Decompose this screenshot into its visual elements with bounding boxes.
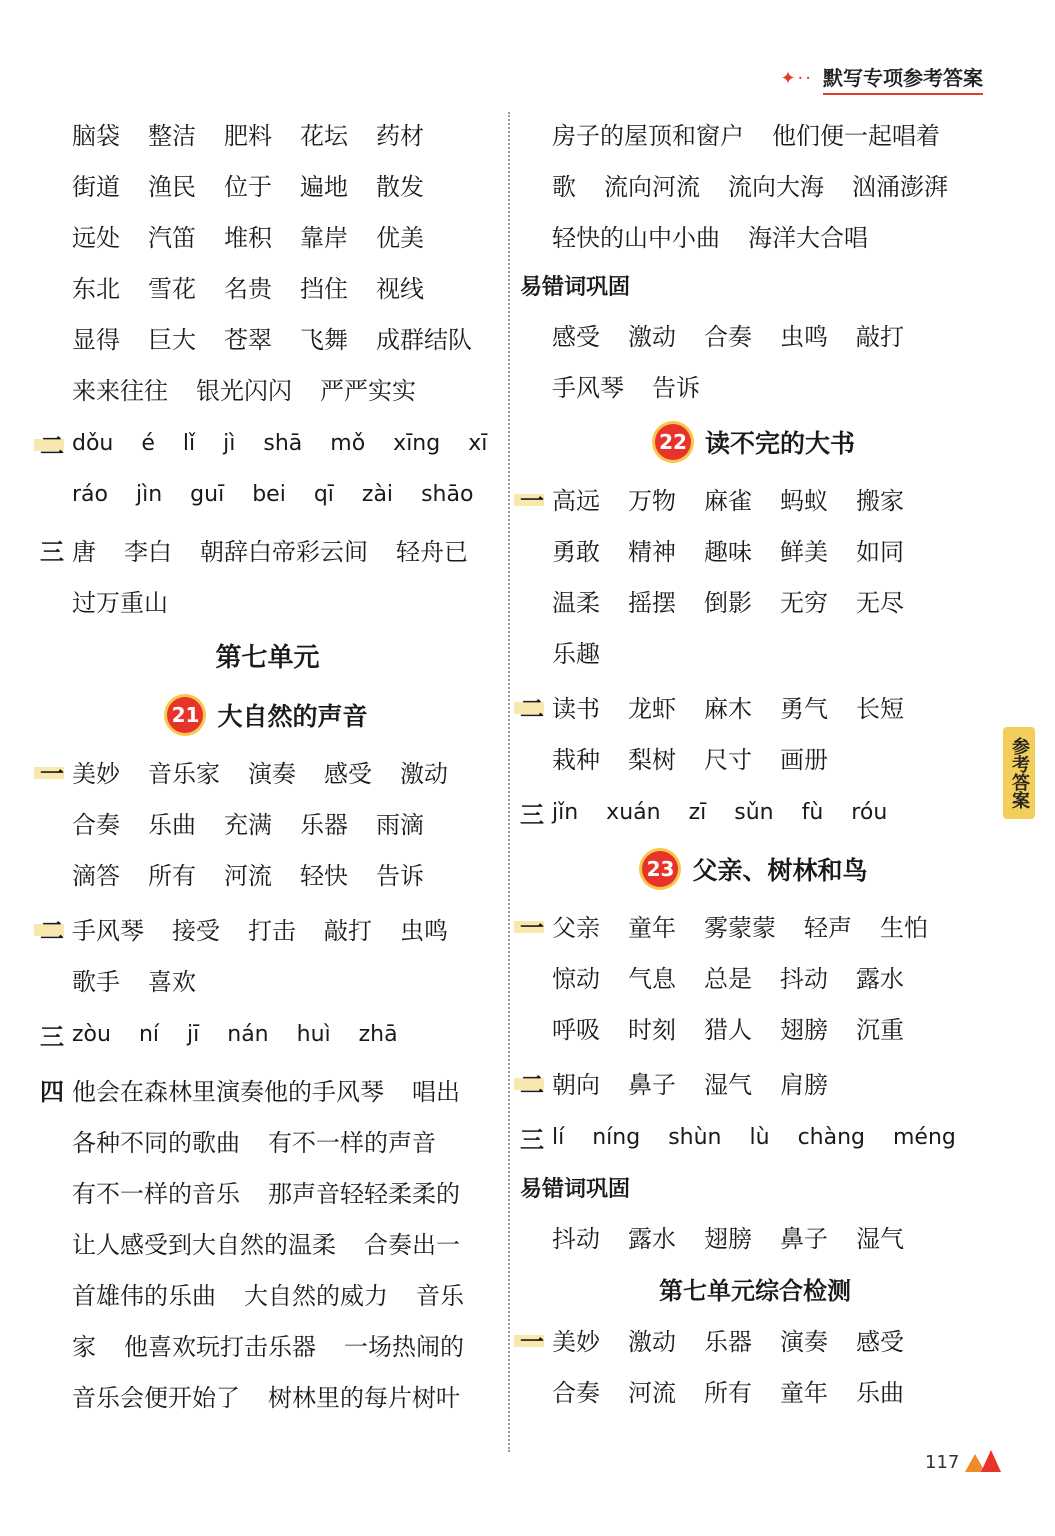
word-group (552, 634, 600, 669)
right-column (520, 108, 990, 1416)
answer-row (40, 1064, 495, 1115)
word-group (552, 800, 887, 825)
word-item: 东北 (72, 275, 120, 303)
answer-row (520, 108, 990, 159)
word-row (520, 951, 990, 1002)
word-item: zài (361, 482, 394, 507)
word-row (40, 363, 495, 414)
word-item: 雾蒙蒙 (704, 914, 776, 942)
word-item: 雨滴 (376, 811, 424, 839)
word-item: 接受 (172, 917, 220, 945)
word-group (72, 482, 473, 507)
word-item: 苍翠 (224, 326, 272, 354)
word-item: 唱出 (412, 1078, 460, 1106)
word-item: 挡住 (300, 275, 348, 303)
word-item: 龙虾 (628, 695, 676, 723)
word-row (520, 524, 990, 575)
header-title: 默写专项参考答案 (823, 62, 983, 95)
word-item: 手风琴 (552, 374, 624, 402)
lesson-number-badge: 23 (642, 851, 678, 887)
word-item: 视线 (376, 275, 424, 303)
word-item: 时刻 (628, 1016, 676, 1044)
word-group (72, 371, 416, 406)
section-number: 二 (40, 426, 72, 461)
word-group (552, 1010, 904, 1045)
word-item: 搬家 (856, 487, 904, 515)
word-item: 呼吸 (552, 1016, 600, 1044)
word-row (520, 360, 990, 411)
word-row (40, 903, 495, 954)
word-item: sǔn (734, 800, 774, 825)
word-item: 河流 (628, 1379, 676, 1407)
word-item: 感受 (856, 1328, 904, 1356)
word-item: bei (252, 482, 286, 507)
word-item: 朝向 (552, 1071, 600, 1099)
word-item: 如同 (856, 538, 904, 566)
word-item: 让人感受到大自然的温柔 (72, 1231, 336, 1259)
word-row (40, 746, 495, 797)
word-row (40, 108, 495, 159)
section-number: 二 (40, 911, 72, 946)
word-item: 喜欢 (148, 968, 196, 996)
word-item: 麻雀 (704, 487, 752, 515)
word-item: 总是 (704, 965, 752, 993)
word-item: 轻快的山中小曲 (552, 224, 720, 252)
word-item: 汹涌澎湃 (852, 173, 948, 201)
word-item: 靠岸 (300, 224, 348, 252)
section-number: 一 (520, 481, 552, 516)
word-item: 无尽 (856, 589, 904, 617)
word-item: 趣味 (704, 538, 752, 566)
word-item: 湿气 (856, 1225, 904, 1253)
word-group (552, 116, 940, 151)
word-item: 高远 (552, 487, 600, 515)
word-row (520, 309, 990, 360)
word-item: jǐn (552, 800, 579, 825)
word-item: 感受 (324, 760, 372, 788)
word-group (552, 167, 948, 202)
word-item: 轻快 (300, 862, 348, 890)
word-group (72, 320, 472, 355)
word-group (72, 1327, 464, 1362)
word-item: jī (187, 1022, 200, 1047)
word-item: 位于 (224, 173, 272, 201)
word-group (552, 481, 904, 516)
word-item: shā (263, 431, 303, 456)
word-group (552, 1322, 904, 1357)
side-tab: 参考答案 (1003, 727, 1035, 819)
word-row (520, 732, 990, 783)
pinyin-row (520, 1112, 990, 1163)
word-row (40, 210, 495, 261)
word-item: 有不一样的音乐 (72, 1180, 240, 1208)
word-item: 乐器 (300, 811, 348, 839)
section-number: 三 (520, 801, 544, 829)
word-group (72, 1225, 460, 1260)
lesson-number-badge: 21 (167, 697, 203, 733)
word-item: 显得 (72, 326, 120, 354)
review-title: 易错词巩固 (520, 1176, 631, 1202)
answer-row (40, 1268, 495, 1319)
word-item: 麻木 (704, 695, 752, 723)
word-group (552, 908, 928, 943)
lesson-header (40, 684, 495, 746)
word-group (552, 1065, 828, 1100)
word-group (72, 532, 468, 567)
answer-row (40, 1319, 495, 1370)
word-item: 各种不同的歌曲 (72, 1129, 240, 1157)
section-number: 四 (40, 1078, 64, 1106)
word-item: 街道 (72, 173, 120, 201)
word-item: qī (313, 482, 334, 507)
word-item: 乐器 (704, 1328, 752, 1356)
word-item: guī (190, 482, 225, 507)
column-divider (508, 112, 510, 1452)
word-item: 名贵 (224, 275, 272, 303)
word-group (72, 167, 424, 202)
word-item: 流向大海 (728, 173, 824, 201)
unit-title: 第七单元 (215, 642, 320, 673)
word-item: 画册 (780, 746, 828, 774)
word-item: 堆积 (224, 224, 272, 252)
word-group (552, 1125, 956, 1150)
word-item: 海洋大合唱 (748, 224, 868, 252)
word-item: lí (552, 1125, 565, 1150)
word-item: 敲打 (856, 323, 904, 351)
word-item: 音乐会便开始了 (72, 1384, 240, 1412)
word-item: 银光闪闪 (196, 377, 292, 405)
word-item: 整洁 (148, 122, 196, 150)
word-item: 童年 (780, 1379, 828, 1407)
word-item: lǐ (182, 431, 196, 456)
word-item: 药材 (376, 122, 424, 150)
word-group (552, 1373, 904, 1408)
page-number: 117 (925, 1452, 960, 1473)
word-row (520, 1314, 990, 1365)
word-row (40, 159, 495, 210)
word-item: 唐 (72, 538, 96, 566)
word-item: 温柔 (552, 589, 600, 617)
word-item: 美妙 (552, 1328, 600, 1356)
word-item: nán (227, 1022, 269, 1047)
word-row (520, 626, 990, 677)
word-item: 抖动 (780, 965, 828, 993)
word-item: 乐曲 (856, 1379, 904, 1407)
word-group (552, 740, 828, 775)
word-item: 来来往往 (72, 377, 168, 405)
word-group (552, 959, 904, 994)
word-item: 优美 (376, 224, 424, 252)
word-row (40, 261, 495, 312)
word-item: 敲打 (324, 917, 372, 945)
word-item: 乐曲 (148, 811, 196, 839)
section-number: 一 (40, 754, 72, 789)
word-item: xīng (393, 431, 441, 456)
word-item: 家 (72, 1333, 96, 1361)
word-group (72, 218, 424, 253)
word-item: 轻声 (804, 914, 852, 942)
word-item: 他们便一起唱着 (772, 122, 940, 150)
word-group (72, 754, 448, 789)
word-item: 勇敢 (552, 538, 600, 566)
word-item: 脑袋 (72, 122, 120, 150)
word-row (40, 954, 495, 1005)
word-item: 朝辞白帝彩云间 (200, 538, 368, 566)
word-item: 激动 (628, 1328, 676, 1356)
word-row (520, 1211, 990, 1262)
word-item: 他喜欢玩打击乐器 (124, 1333, 316, 1361)
answer-row (40, 1370, 495, 1421)
word-item: 音乐 (416, 1282, 464, 1310)
word-group (72, 116, 424, 151)
word-group (72, 1123, 436, 1158)
word-item: 大自然的威力 (244, 1282, 388, 1310)
word-item: 所有 (704, 1379, 752, 1407)
word-item: 滴答 (72, 862, 120, 890)
word-item: 鼻子 (780, 1225, 828, 1253)
word-item: xuán (606, 800, 661, 825)
word-group (72, 856, 424, 891)
section-number: 三 (40, 1023, 64, 1051)
answer-row (40, 1115, 495, 1166)
word-item: zhā (358, 1022, 398, 1047)
word-item: 乐趣 (552, 640, 600, 668)
test-title: 第七单元综合检测 (659, 1276, 851, 1305)
answer-row (40, 524, 495, 575)
word-item: níng (592, 1125, 641, 1150)
word-item: 散发 (376, 173, 424, 201)
word-row (520, 1365, 990, 1416)
section-number: 三 (40, 538, 64, 566)
word-item: é (141, 431, 155, 456)
word-item: 演奏 (780, 1328, 828, 1356)
word-item: 美妙 (72, 760, 120, 788)
word-item: 巨大 (148, 326, 196, 354)
word-item: 童年 (628, 914, 676, 942)
word-item: 生怕 (880, 914, 928, 942)
word-item: 树林里的每片树叶 (268, 1384, 460, 1412)
word-item: 万物 (628, 487, 676, 515)
word-item: 房子的屋顶和窗户 (552, 122, 744, 150)
word-item: chàng (797, 1125, 865, 1150)
word-item: 蚂蚁 (780, 487, 828, 515)
answer-row (40, 1217, 495, 1268)
lesson-title: 大自然的声音 (217, 702, 368, 731)
word-group (72, 1022, 398, 1047)
word-row (520, 1002, 990, 1053)
word-item: 花坛 (300, 122, 348, 150)
word-item: 合奏 (704, 323, 752, 351)
answer-text: 过万重山 (72, 589, 168, 617)
word-item: 尺寸 (704, 746, 752, 774)
word-item: 遍地 (300, 173, 348, 201)
pinyin-row (40, 418, 495, 469)
word-item: 一场热闹的 (344, 1333, 464, 1361)
word-item: dǒu (72, 431, 114, 456)
word-group (552, 583, 904, 618)
word-item: 成群结队 (376, 326, 472, 354)
word-item: 无穷 (780, 589, 828, 617)
word-item: 合奏出一 (364, 1231, 460, 1259)
word-group (72, 431, 487, 456)
word-item: 有不一样的声音 (268, 1129, 436, 1157)
word-group (552, 368, 700, 403)
word-item: 首雄伟的乐曲 (72, 1282, 216, 1310)
word-row (520, 1057, 990, 1108)
word-item: shùn (668, 1125, 722, 1150)
word-item: huì (296, 1022, 331, 1047)
word-group (72, 1276, 464, 1311)
word-item: fù (801, 800, 824, 825)
mountain-icon (965, 1448, 1005, 1472)
word-item: 激动 (400, 760, 448, 788)
word-item: 严严实实 (320, 377, 416, 405)
word-item: 感受 (552, 323, 600, 351)
word-item: 栽种 (552, 746, 600, 774)
section-number: 二 (520, 689, 552, 724)
word-item: 远处 (72, 224, 120, 252)
word-item: 父亲 (552, 914, 600, 942)
word-item: zī (688, 800, 707, 825)
word-item: 抖动 (552, 1225, 600, 1253)
word-item: 所有 (148, 862, 196, 890)
word-group (552, 689, 904, 724)
word-group (72, 962, 196, 997)
left-column (40, 108, 495, 1421)
word-item: 肩膀 (780, 1071, 828, 1099)
word-row (40, 312, 495, 363)
word-item: 渔民 (148, 173, 196, 201)
lesson-title: 父亲、树林和鸟 (692, 856, 868, 885)
word-item: 鼻子 (628, 1071, 676, 1099)
pinyin-row (40, 1009, 495, 1060)
lesson-header (520, 838, 990, 900)
word-item: 轻舟已 (396, 538, 468, 566)
word-row (520, 681, 990, 732)
pinyin-row (40, 469, 495, 520)
word-item: shāo (421, 482, 474, 507)
section-number: 三 (520, 1126, 544, 1154)
answer-row (40, 575, 495, 626)
lesson-title: 读不完的大书 (704, 429, 855, 458)
word-item: 他会在森林里演奏他的手风琴 (72, 1078, 384, 1106)
word-row (40, 848, 495, 899)
word-group (72, 911, 448, 946)
word-item: 歌手 (72, 968, 120, 996)
word-item: mǒ (330, 431, 366, 456)
word-item: 合奏 (72, 811, 120, 839)
word-group (72, 1072, 460, 1107)
word-item: 演奏 (248, 760, 296, 788)
word-item: 梨树 (628, 746, 676, 774)
word-item: 摇摆 (628, 589, 676, 617)
word-item: 那声音轻轻柔柔的 (268, 1180, 460, 1208)
word-group (72, 805, 424, 840)
word-item: 李白 (124, 538, 172, 566)
word-list (40, 108, 495, 414)
word-item: 合奏 (552, 1379, 600, 1407)
word-item: 流向河流 (604, 173, 700, 201)
word-item: 露水 (856, 965, 904, 993)
word-item: 手风琴 (72, 917, 144, 945)
section-number: 一 (520, 1322, 552, 1357)
word-item: 歌 (552, 173, 576, 201)
word-item: lù (749, 1125, 770, 1150)
word-item: 湿气 (704, 1071, 752, 1099)
word-row (520, 900, 990, 951)
word-item: jì (223, 431, 236, 456)
answer-row (520, 159, 990, 210)
word-item: 气息 (628, 965, 676, 993)
answer-row (520, 210, 990, 261)
word-item: 音乐家 (148, 760, 220, 788)
word-item: méng (893, 1125, 956, 1150)
word-item: 倒影 (704, 589, 752, 617)
word-item: 河流 (224, 862, 272, 890)
word-item: 雪花 (148, 275, 196, 303)
word-row (520, 575, 990, 626)
word-row (520, 473, 990, 524)
section-number: 一 (520, 908, 552, 943)
word-row (40, 797, 495, 848)
word-item: ráo (72, 482, 108, 507)
word-item: 汽笛 (148, 224, 196, 252)
word-group (72, 1378, 460, 1413)
word-group (552, 218, 868, 253)
review-title: 易错词巩固 (520, 274, 631, 300)
word-item: 飞舞 (300, 326, 348, 354)
word-item: 充满 (224, 811, 272, 839)
word-item: 沉重 (856, 1016, 904, 1044)
lesson-header (520, 411, 990, 473)
word-item: 打击 (248, 917, 296, 945)
word-item: 精神 (628, 538, 676, 566)
word-item: 勇气 (780, 695, 828, 723)
star-icon: ✦·· (780, 68, 813, 89)
answer-row (40, 1166, 495, 1217)
word-item: 惊动 (552, 965, 600, 993)
word-item: 翅膀 (704, 1225, 752, 1253)
page-header (780, 62, 983, 95)
word-item: 虫鸣 (780, 323, 828, 351)
lesson-number-badge: 22 (655, 424, 691, 460)
pinyin-row (520, 787, 990, 838)
word-item: róu (851, 800, 888, 825)
word-item: ní (138, 1022, 160, 1047)
word-item: 翅膀 (780, 1016, 828, 1044)
word-group (72, 1174, 460, 1209)
word-item: 激动 (628, 323, 676, 351)
word-item: 长短 (856, 695, 904, 723)
word-item: 告诉 (652, 374, 700, 402)
word-group (72, 269, 424, 304)
word-item: xī (468, 431, 488, 456)
section-number: 二 (520, 1065, 552, 1100)
word-item: 告诉 (376, 862, 424, 890)
word-item: 虫鸣 (400, 917, 448, 945)
word-item: jìn (136, 482, 163, 507)
word-item: 猎人 (704, 1016, 752, 1044)
word-group (552, 532, 904, 567)
word-group (552, 317, 904, 352)
word-item: 鲜美 (780, 538, 828, 566)
word-item: 肥料 (224, 122, 272, 150)
word-item: 读书 (552, 695, 600, 723)
word-item: 露水 (628, 1225, 676, 1253)
word-item: zòu (72, 1022, 111, 1047)
word-group (552, 1219, 904, 1254)
